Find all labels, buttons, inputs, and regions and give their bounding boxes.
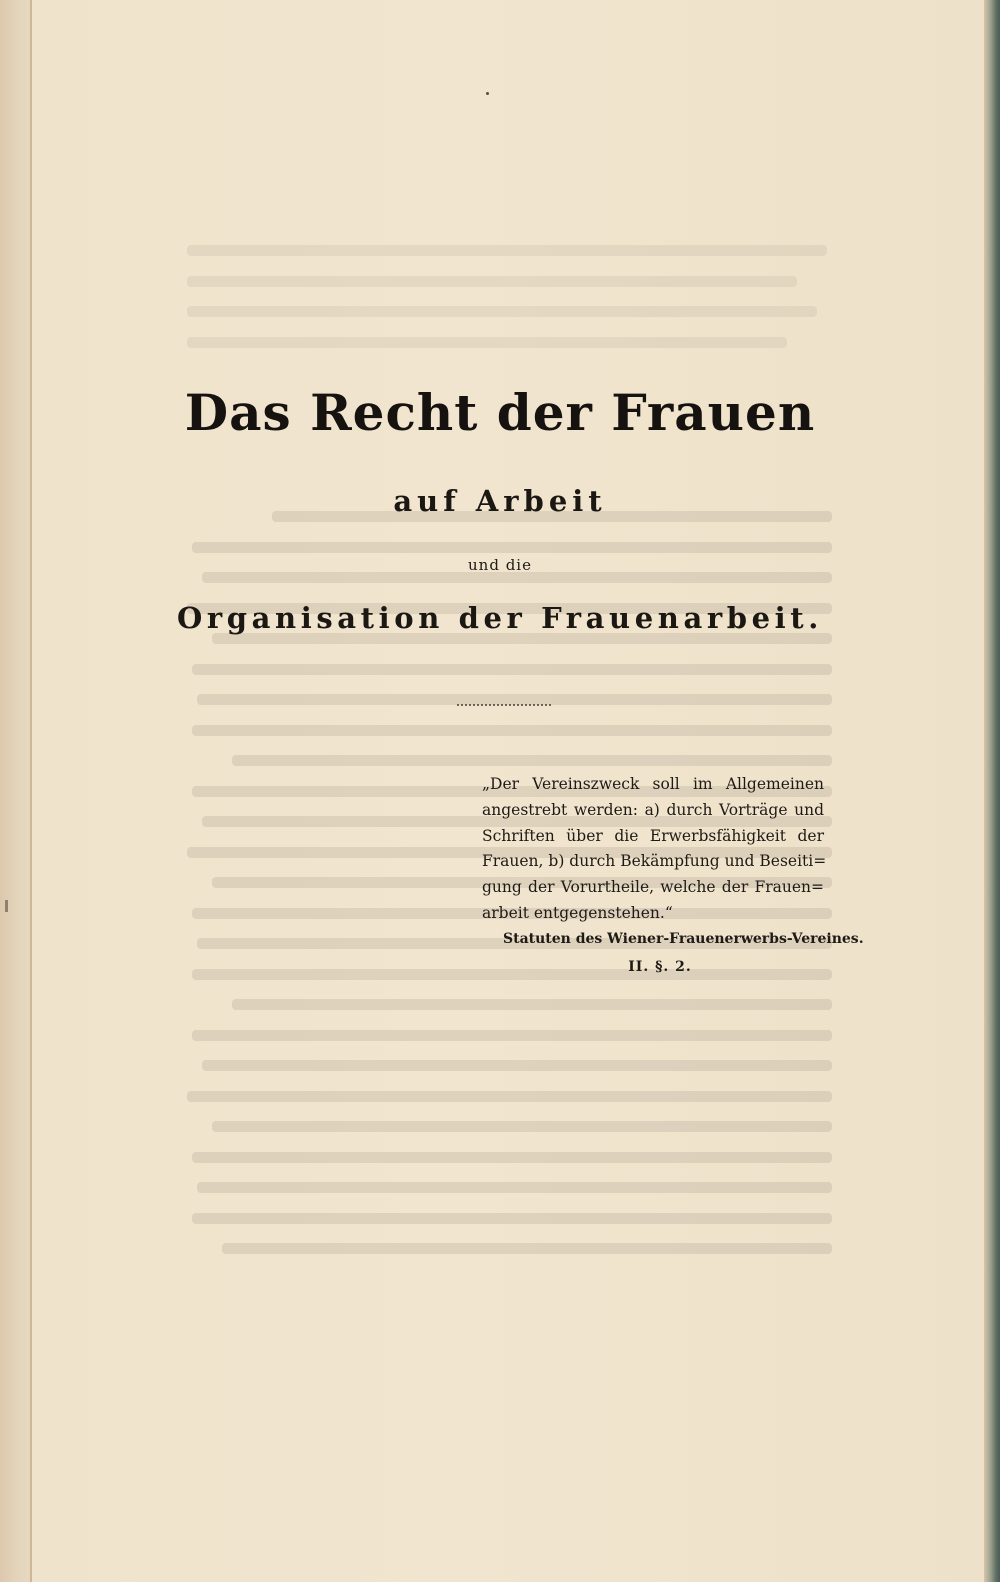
epigraph-section: II. §. 2. xyxy=(628,959,692,975)
ink-speck xyxy=(486,92,489,95)
book-binding-edge xyxy=(984,0,1000,1582)
page-left-edge xyxy=(0,0,32,1582)
epigraph-line: arbeit entgegenstehen.“ xyxy=(482,903,673,922)
epigraph-line: „Der Vereinszweck soll im Allgemeinen xyxy=(482,775,824,793)
book-subtitle: auf Arbeit xyxy=(393,484,607,518)
book-subtitle-second: Organisation der Frauenarbeit. xyxy=(177,601,823,635)
ornamental-divider xyxy=(456,703,552,707)
epigraph-quote xyxy=(482,772,827,927)
epigraph-line: angestrebt werden: a) durch Vorträge und xyxy=(482,800,824,819)
epigraph-source: Statuten des Wiener-Frauenerwerbs-Vereines. xyxy=(503,931,864,947)
epigraph-line: Schriften über die Erwerbsfähigkeit der xyxy=(482,826,824,845)
epigraph-line: Frauen, b) durch Bekämpfung und Beseiti= xyxy=(482,852,827,871)
title-connector: und die xyxy=(468,556,532,574)
bleed-through-top xyxy=(187,235,827,357)
margin-mark xyxy=(5,900,8,912)
book-title: Das Recht der Frauen xyxy=(184,383,816,442)
epigraph-line: gung der Vorurtheile, welche der Frauen= xyxy=(482,878,824,897)
